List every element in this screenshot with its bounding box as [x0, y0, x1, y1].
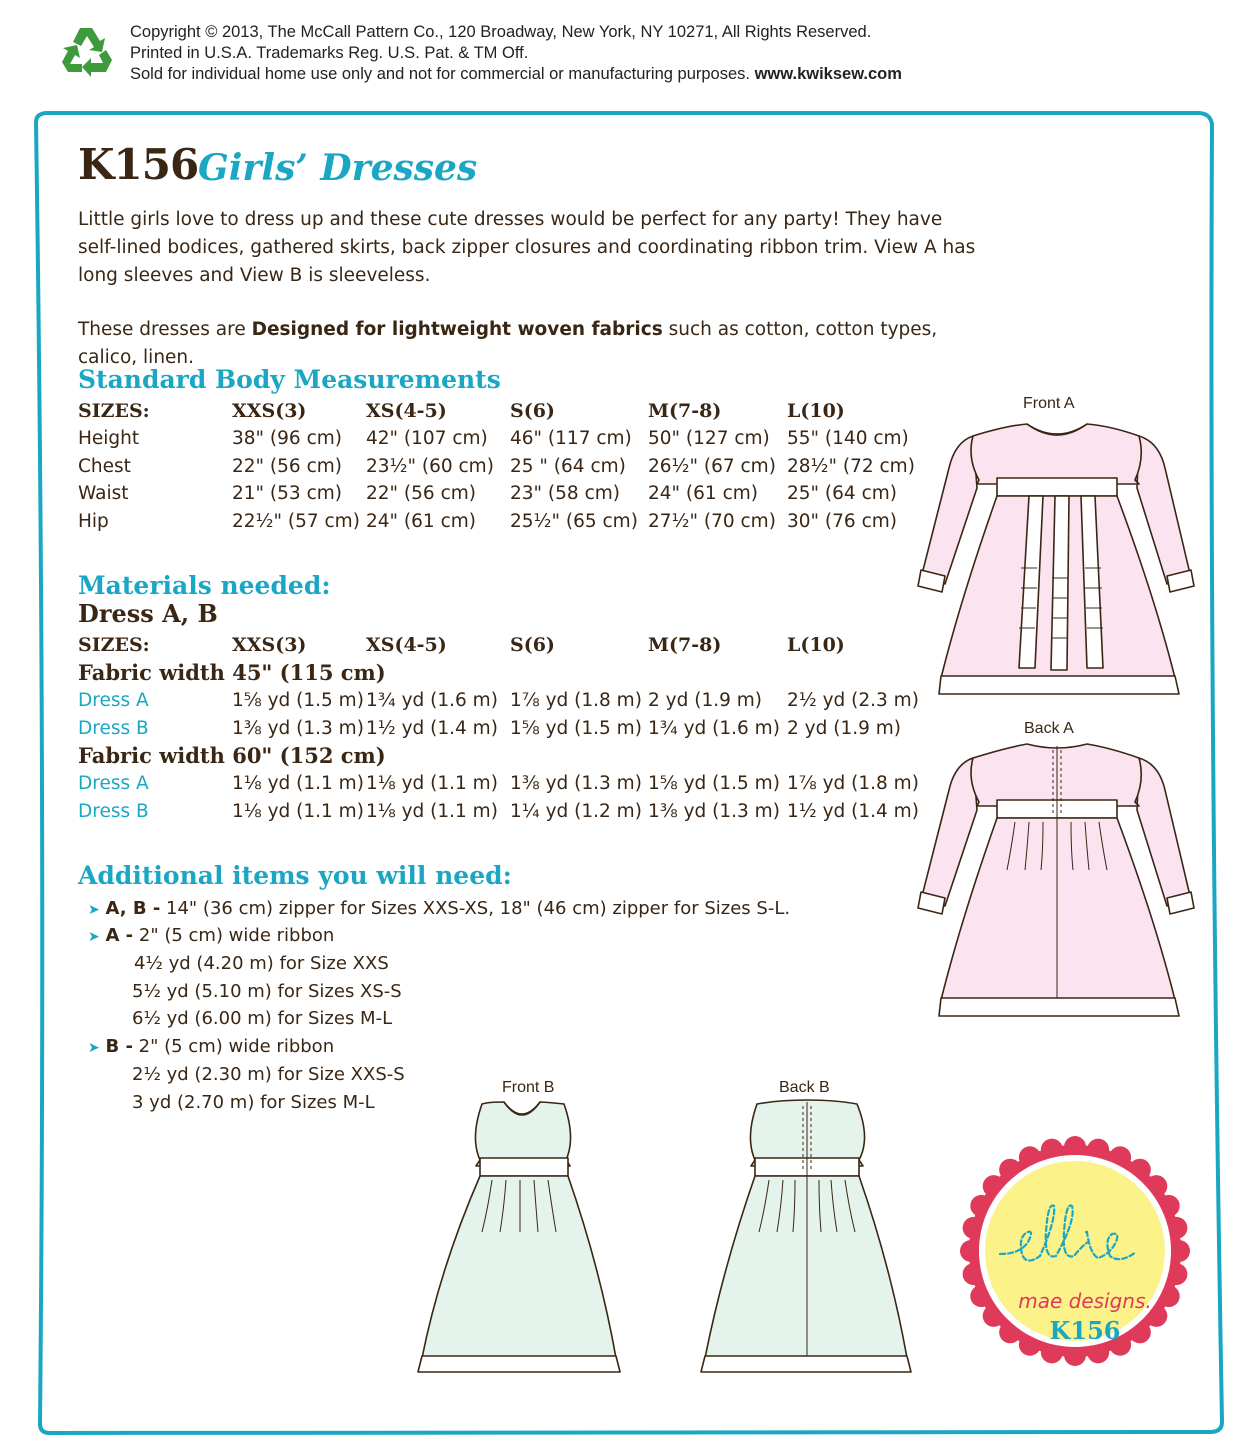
yardage-cell: 2½ yd (2.3 m)	[787, 690, 919, 711]
size-header: M(7-8)	[648, 634, 722, 656]
size-header: XS(4-5)	[366, 400, 447, 422]
row-label: Height	[78, 428, 140, 449]
sub-item: 5½ yd (5.10 m) for Sizes XS-S	[132, 981, 402, 1002]
measure-cell: 25" (64 cm)	[787, 483, 897, 504]
measure-cell: 24" (61 cm)	[366, 511, 476, 532]
size-header: L(10)	[787, 634, 845, 656]
dress-front-b-illustration	[410, 1098, 630, 1388]
copyright-line-1: Copyright © 2013, The McCall Pattern Co., 120 Broadway, New York, NY 10271, All Rights Reserved.	[130, 23, 872, 41]
view-label-back-b: Back B	[779, 1079, 830, 1096]
view-label-front-b: Front B	[502, 1079, 555, 1096]
materials-heading: Materials needed:	[78, 571, 331, 600]
measure-cell: 25½" (65 cm)	[510, 511, 638, 532]
badge-brand-line: mae designs.	[1018, 1289, 1152, 1313]
size-header: XXS(3)	[232, 400, 307, 422]
intro-text: Little girls love to dress up and these cute dresses would be perfect for any party! They have self-lined bodices, gathered skirts, back zipper closures and coordinating ribbon trim. View A has long sleeves and View B is sleeveless.	[78, 209, 976, 286]
measure-cell: 25 " (64 cm)	[510, 456, 626, 477]
dress-label: Dress B	[78, 718, 149, 739]
measure-cell: 30" (76 cm)	[787, 511, 897, 532]
sub-item: 6½ yd (6.00 m) for Sizes M-L	[132, 1008, 393, 1029]
size-header: S(6)	[510, 400, 555, 422]
yardage-cell: 1⅝ yd (1.5 m)	[232, 690, 364, 711]
measure-cell: 24" (61 cm)	[648, 483, 758, 504]
yardage-cell: 2 yd (1.9 m)	[648, 690, 762, 711]
row-label: Hip	[78, 511, 109, 532]
size-header: L(10)	[787, 400, 845, 422]
yardage-cell: 1½ yd (1.4 m)	[787, 801, 919, 822]
measure-cell: 23" (58 cm)	[510, 483, 620, 504]
sub-item: 2½ yd (2.30 m) for Size XXS-S	[132, 1064, 405, 1085]
copyright-line-2: Printed in U.S.A. Trademarks Reg. U.S. Pat. & TM Off.	[130, 44, 529, 62]
list-item: ➤ B - 2" (5 cm) wide ribbon	[88, 1036, 335, 1057]
yardage-cell: 1⅜ yd (1.3 m)	[510, 773, 642, 794]
fabric-width-45-label: Fabric width 45" (115 cm)	[78, 660, 386, 685]
arrow-icon: ➤	[88, 902, 100, 918]
size-header: XS(4-5)	[366, 634, 447, 656]
measure-cell: 28½" (72 cm)	[787, 456, 915, 477]
yardage-cell: 1⅜ yd (1.3 m)	[648, 801, 780, 822]
website-link[interactable]: www.kwiksew.com	[754, 65, 902, 83]
badge-code: K156	[1049, 1316, 1121, 1345]
yardage-cell: 1⅛ yd (1.1 m)	[366, 773, 498, 794]
sizes-label: SIZES:	[78, 400, 150, 422]
measure-cell: 22" (56 cm)	[366, 483, 476, 504]
measure-cell: 26½" (67 cm)	[648, 456, 776, 477]
view-label-front-a: Front A	[1023, 395, 1075, 412]
sub-item: 3 yd (2.70 m) for Sizes M-L	[132, 1092, 375, 1113]
yardage-cell: 1⅝ yd (1.5 m)	[648, 773, 780, 794]
measure-cell: 22½" (57 cm)	[232, 511, 360, 532]
sub-item: 4½ yd (4.20 m) for Size XXS	[134, 953, 389, 974]
dress-back-a-illustration	[915, 740, 1205, 1030]
list-item: ➤ A - 2" (5 cm) wide ribbon	[88, 925, 335, 946]
sizes-label: SIZES:	[78, 634, 150, 656]
measure-cell: 55" (140 cm)	[787, 428, 909, 449]
pattern-code: K156	[78, 140, 199, 189]
yardage-cell: 1⅛ yd (1.1 m)	[232, 801, 364, 822]
yardage-cell: 1½ yd (1.4 m)	[366, 718, 498, 739]
measure-cell: 42" (107 cm)	[366, 428, 488, 449]
dress-label: Dress A	[78, 690, 149, 711]
additional-heading: Additional items you will need:	[78, 861, 512, 890]
dress-label: Dress A	[78, 773, 149, 794]
arrow-icon: ➤	[88, 1040, 100, 1056]
yardage-cell: 1⅝ yd (1.5 m)	[510, 718, 642, 739]
yardage-cell: 1⅛ yd (1.1 m)	[232, 773, 364, 794]
measurements-heading: Standard Body Measurements	[78, 365, 501, 394]
size-header: XXS(3)	[232, 634, 307, 656]
yardage-cell: 1¾ yd (1.6 m)	[648, 718, 780, 739]
measure-cell: 21" (53 cm)	[232, 483, 342, 504]
page-title: Girls’ Dresses	[198, 147, 478, 189]
dress-front-a-illustration	[915, 418, 1205, 708]
row-label: Chest	[78, 456, 131, 477]
measure-cell: 27½" (70 cm)	[648, 511, 776, 532]
measure-cell: 23½" (60 cm)	[366, 456, 494, 477]
measure-cell: 50" (127 cm)	[648, 428, 770, 449]
materials-subheading: Dress A, B	[78, 599, 218, 628]
measure-cell: 22" (56 cm)	[232, 456, 342, 477]
view-label-back-a: Back A	[1024, 720, 1074, 737]
dress-label: Dress B	[78, 801, 149, 822]
yardage-cell: 1⅞ yd (1.8 m)	[510, 690, 642, 711]
row-label: Waist	[78, 483, 129, 504]
yardage-cell: 1¾ yd (1.6 m)	[366, 690, 498, 711]
fabrics-text: These dresses are Designed for lightweight woven fabrics such as cotton, cotton types, calico, linen.	[78, 319, 938, 368]
dress-back-b-illustration	[695, 1098, 915, 1388]
yardage-cell: 1¼ yd (1.2 m)	[510, 801, 642, 822]
yardage-cell: 1⅜ yd (1.3 m)	[232, 718, 364, 739]
measure-cell: 46" (117 cm)	[510, 428, 632, 449]
list-item: ➤ A, B - 14" (36 cm) zipper for Sizes XXS-XS, 18" (46 cm) zipper for Sizes S-L.	[88, 898, 791, 919]
size-header: S(6)	[510, 634, 555, 656]
yardage-cell: 2 yd (1.9 m)	[787, 718, 901, 739]
copyright-line-3: Sold for individual home use only and not for commercial or manufacturing purposes. www.kwiksew.com	[130, 65, 902, 83]
measure-cell: 38" (96 cm)	[232, 428, 342, 449]
arrow-icon: ➤	[88, 929, 100, 945]
yardage-cell: 1⅞ yd (1.8 m)	[787, 773, 919, 794]
fabric-width-60-label: Fabric width 60" (152 cm)	[78, 743, 386, 768]
yardage-cell: 1⅛ yd (1.1 m)	[366, 801, 498, 822]
size-header: M(7-8)	[648, 400, 722, 422]
